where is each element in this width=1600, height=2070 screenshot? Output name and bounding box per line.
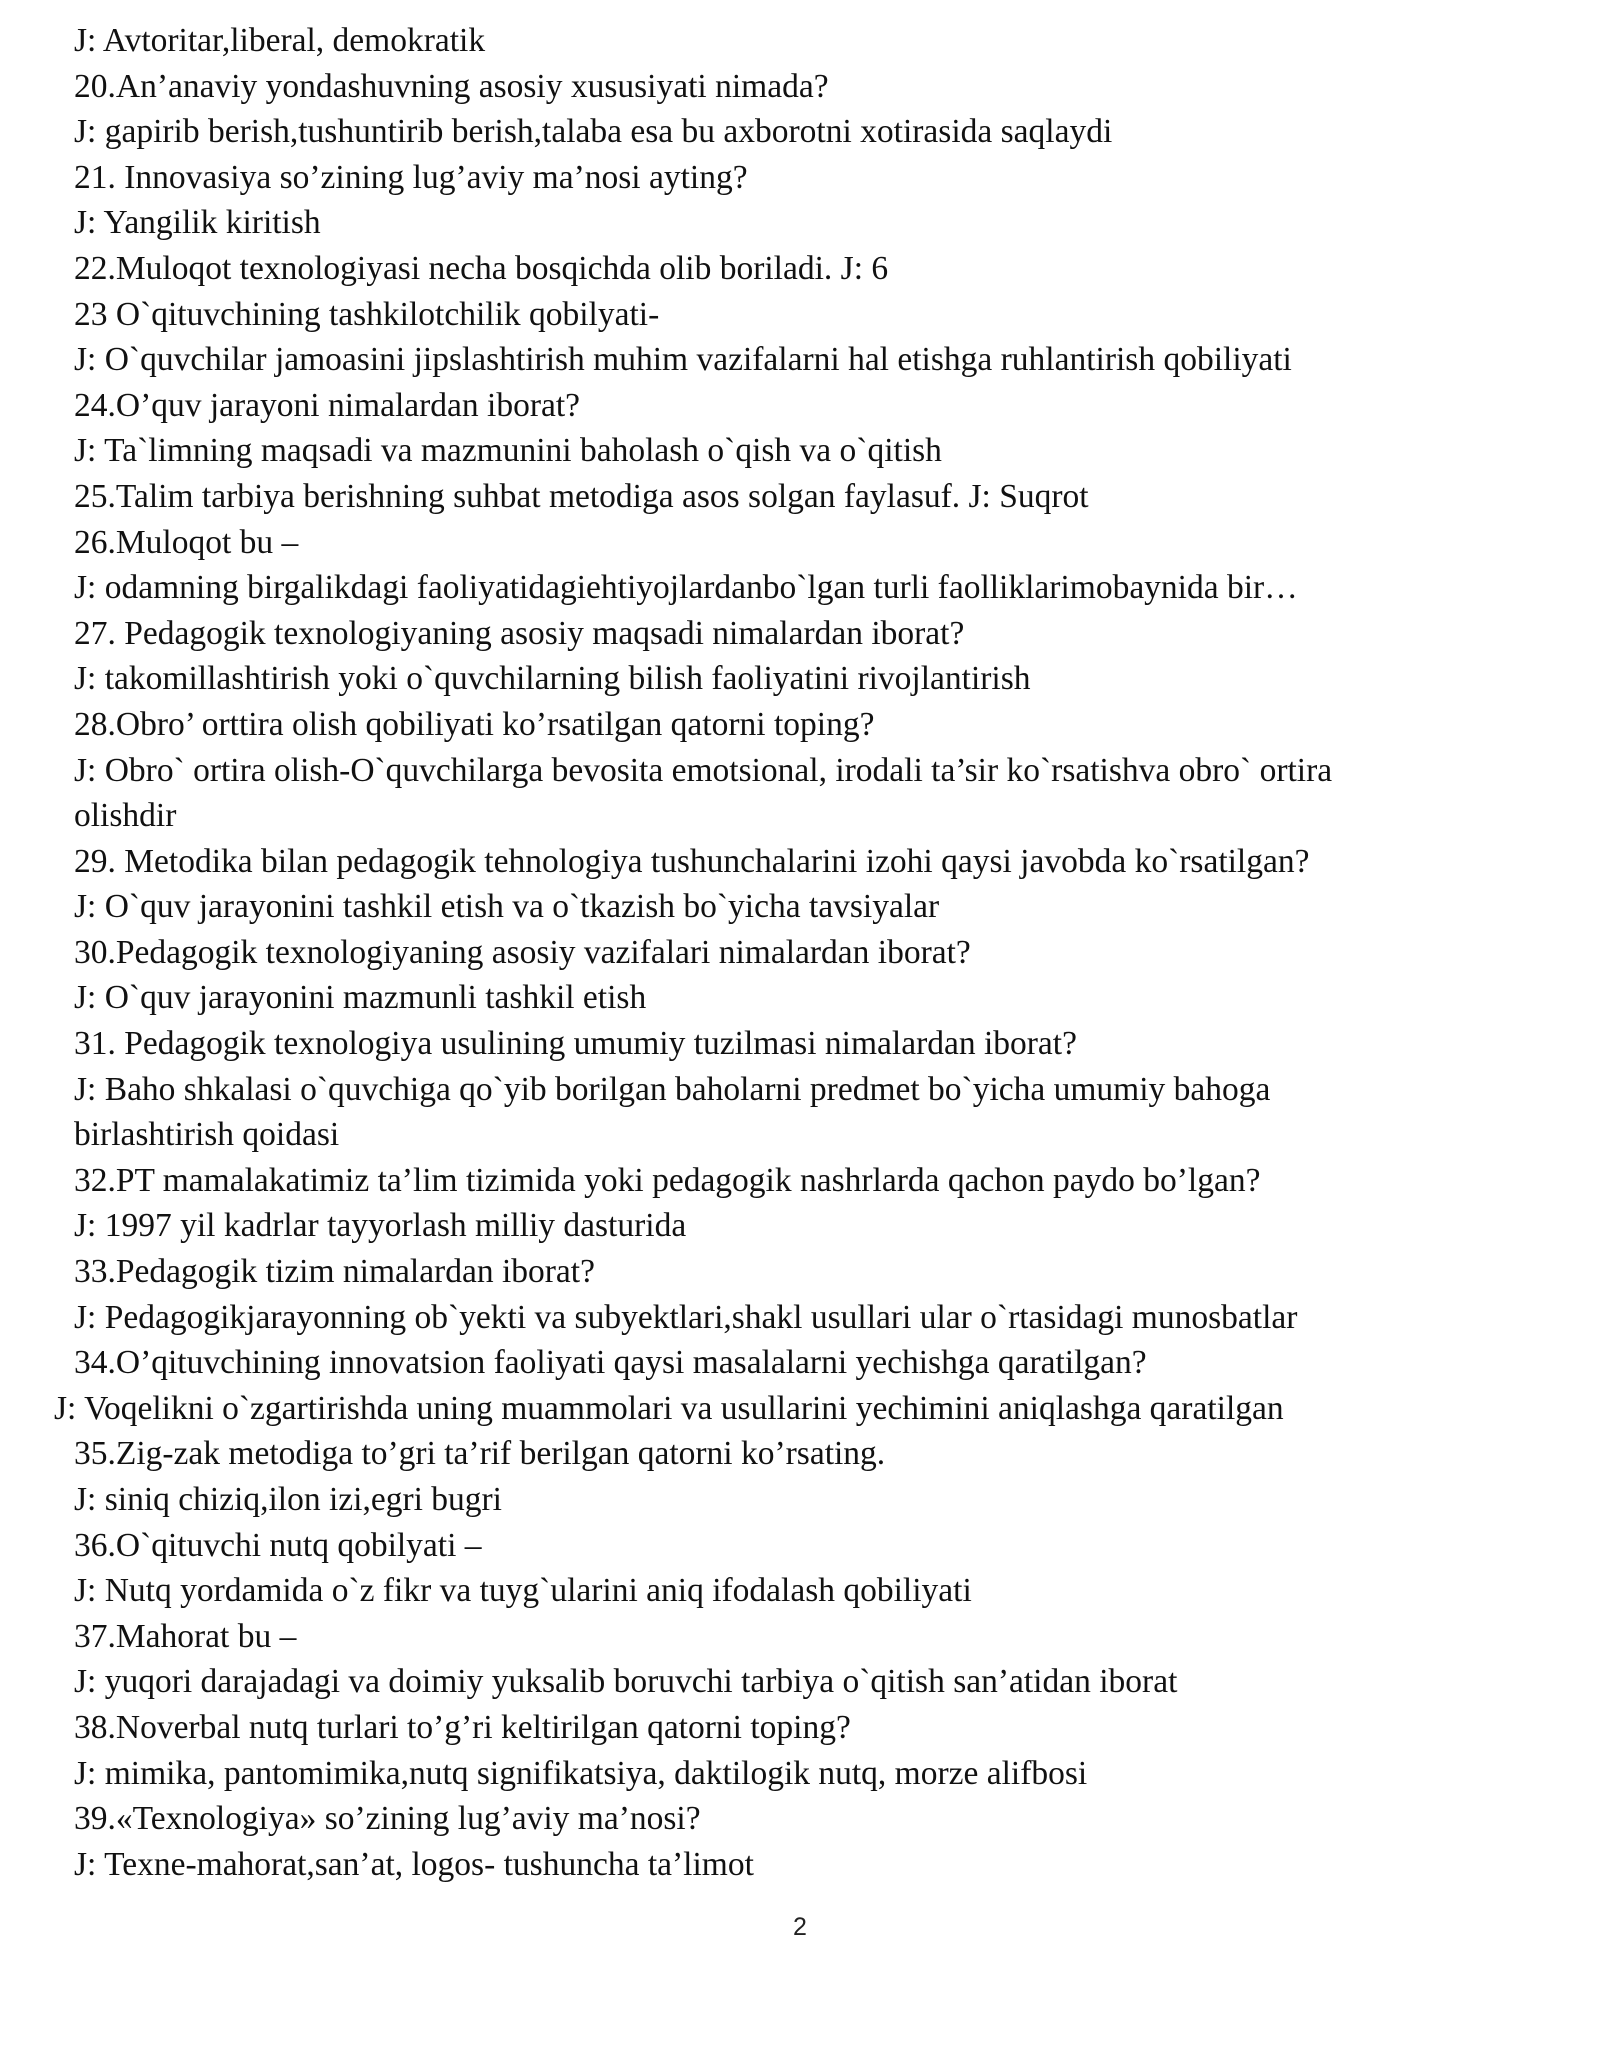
answer-line: J: Baho shkalasi o`quvchiga qo`yib borilgan baholarni predmet bo`yicha umumiy bahoga bbox=[74, 1070, 1271, 1108]
question-line: 37.Mahorat bu – bbox=[74, 1617, 297, 1655]
answer-line: J: Texne-mahorat,san’at, logos- tushuncha ta’limot bbox=[74, 1845, 754, 1883]
question-line: 35.Zig-zak metodiga to’gri ta’rif berilgan qatorni ko’rsating. bbox=[74, 1435, 886, 1473]
question-line: 20.An’anaviy yondashuvning asosiy xususiyati nimada? bbox=[74, 67, 829, 105]
question-line: 39.«Texnologiya» so’zining lug’aviy ma’nosi? bbox=[74, 1800, 701, 1838]
answer-line: J: siniq chiziq,ilon izi,egri bugri bbox=[74, 1481, 502, 1518]
question-line: 28.Obro’ orttira olish qobiliyati ko’rsatilgan qatorni toping? bbox=[74, 705, 875, 743]
answer-line: J: mimika, pantomimika,nutq signifikatsiya, daktilogik nutq, morze alifbosi bbox=[74, 1754, 1088, 1792]
question-line: 32.PT mamalakatimiz ta’lim tizimida yoki pedagogik nashrlarda qachon paydo bo’lgan? bbox=[74, 1161, 1261, 1199]
question-line: 33.Pedagogik tizim nimalardan iborat? bbox=[74, 1253, 595, 1291]
answer-line-continuation: birlashtirish qoidasi bbox=[74, 1116, 340, 1154]
question-line: 26.Muloqot bu – bbox=[74, 523, 299, 561]
answer-line: J: Yangilik kiritish bbox=[74, 204, 321, 242]
question-line: 30.Pedagogik texnologiyaning asosiy vazifalari nimalardan iborat? bbox=[74, 933, 971, 971]
answer-line: J: gapirib berish,tushuntirib berish,talaba esa bu axborotni xotirasida saqlaydi bbox=[74, 113, 1113, 151]
answer-line: J: Avtoritar,liberal, demokratik bbox=[74, 22, 486, 59]
answer-line: J: O`quv jarayonini mazmunli tashkil etish bbox=[74, 979, 647, 1017]
question-line: 31. Pedagogik texnologiya usulining umumiy tuzilmasi nimalardan iborat? bbox=[74, 1025, 1077, 1063]
question-line: 29. Metodika bilan pedagogik tehnologiya tushunchalarini izohi qaysi javobda ko`rsatilgan? bbox=[74, 842, 1310, 880]
answer-line-continuation: olishdir bbox=[74, 797, 177, 835]
page-number: 2 bbox=[793, 1913, 807, 1941]
question-line: 36.O`qituvchi nutq qobilyati – bbox=[74, 1526, 482, 1564]
answer-line: J: Pedagogikjarayonning ob`yekti va subyektlari,shakl usullari ular o`rtasidagi munosbatlar bbox=[74, 1298, 1298, 1336]
answer-line: J: O`quv jarayonini tashkil etish va o`tkazish bo`yicha tavsiyalar bbox=[74, 888, 940, 926]
question-line: 38.Noverbal nutq turlari to’g’ri keltirilgan qatorni toping? bbox=[74, 1708, 851, 1746]
answer-line: J: Ta`limning maqsadi va mazmunini baholash o`qish va o`qitish bbox=[74, 432, 942, 470]
answer-line: J: 1997 yil kadrlar tayyorlash milliy dasturida bbox=[74, 1207, 687, 1245]
question-line: 34.O’qituvchining innovatsion faoliyati qaysi masalalarni yechishga qaratilgan? bbox=[74, 1344, 1147, 1382]
answer-line: J: odamning birgalikdagi faoliyatidagiehtiyojlardanbo`lgan turli faolliklarimobaynida bir… bbox=[74, 569, 1298, 607]
question-line: 27. Pedagogik texnologiyaning asosiy maqsadi nimalardan iborat? bbox=[74, 614, 965, 652]
answer-line: J: O`quvchilar jamoasini jipslashtirish muhim vazifalarni hal etishga ruhlantirish qobiliyati bbox=[74, 341, 1292, 379]
answer-line: J: yuqori darajadagi va doimiy yuksalib boruvchi tarbiya o`qitish san’atidan iborat bbox=[74, 1663, 1178, 1701]
answer-line: J: Nutq yordamida o`z fikr va tuyg`ularini aniq ifodalash qobiliyati bbox=[74, 1572, 972, 1610]
answer-line: J: Voqelikni o`zgartirishda uning muammolari va usullarini yechimini aniqlashga qaratilgan bbox=[54, 1389, 1284, 1427]
question-answer-list bbox=[54, 18, 1494, 1887]
question-line: 25.Talim tarbiya berishning suhbat metodiga asos solgan faylasuf. J: Suqrot bbox=[74, 477, 1089, 515]
question-line: 23 O`qituvchining tashkilotchilik qobilyati- bbox=[74, 295, 660, 333]
question-line: 21. Innovasiya so’zining lug’aviy ma’nosi ayting? bbox=[74, 158, 748, 196]
answer-line: J: takomillashtirish yoki o`quvchilarning bilish faoliyatini rivojlantirish bbox=[74, 660, 1031, 698]
answer-line: J: Obro` ortira olish-O`quvchilarga bevosita emotsional, irodali ta’sir ko`rsatishva obro` ortira bbox=[74, 751, 1333, 789]
question-line: 22.Muloqot texnologiyasi necha bosqichda olib boriladi. J: 6 bbox=[74, 249, 889, 287]
question-line: 24.O’quv jarayoni nimalardan iborat? bbox=[74, 386, 581, 424]
